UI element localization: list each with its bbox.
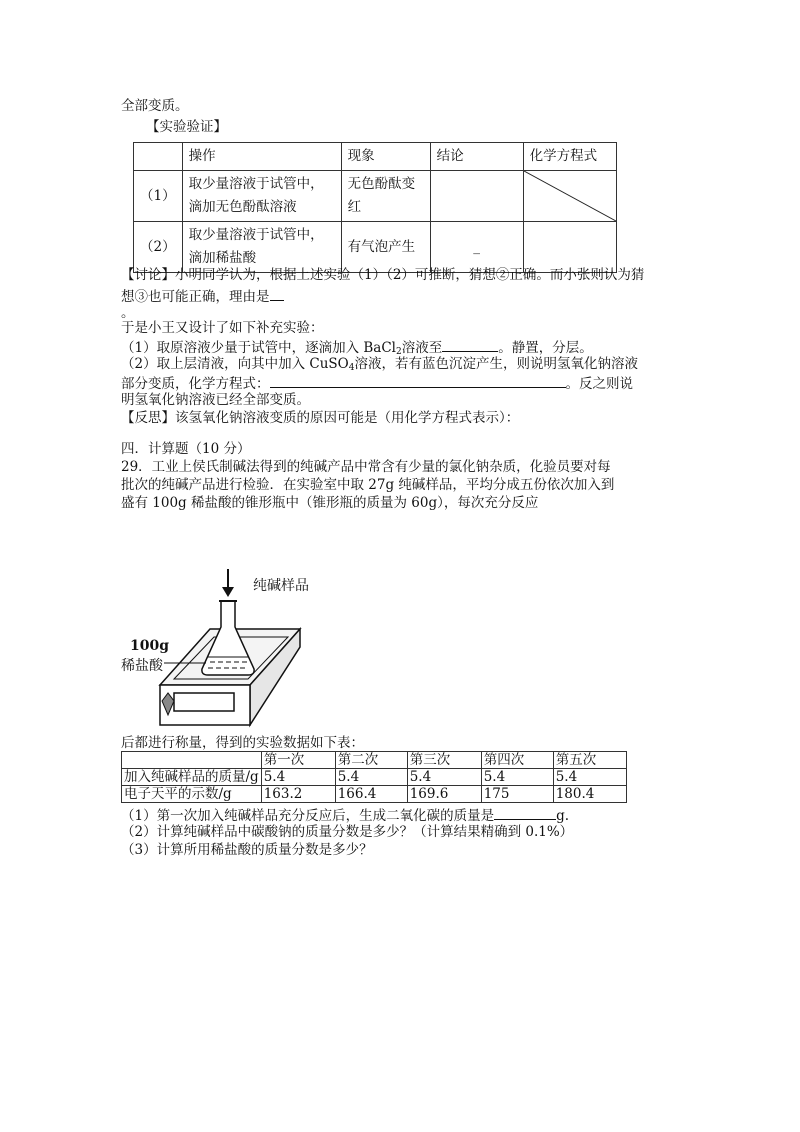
- row-id: （1）: [134, 171, 183, 222]
- data-table: [121, 751, 627, 803]
- discussion-text: 想③也可能正确，理由是: [121, 289, 270, 305]
- data-cell: 180.4: [553, 786, 626, 803]
- intro-line: 全部变质。: [121, 98, 189, 114]
- problem-29-line3: 盛有 100g 稀盐酸的锥形瓶中（锥形瓶的质量为 60g），每次充分反应: [121, 495, 539, 511]
- phenomenon-cell: 有气泡产生: [341, 222, 430, 273]
- question-text: （1）第一次加入纯碱样品充分反应后，生成二氧化碳的质量是: [121, 808, 495, 824]
- answer-blank[interactable]: [270, 287, 284, 301]
- supplement-step2-line3: 明氢氧化钠溶液已经全部变质。: [121, 392, 310, 408]
- data-cell: 5.4: [481, 769, 553, 786]
- question-1: [121, 806, 569, 824]
- operation-line: 取少量溶液于试管中，: [188, 176, 324, 192]
- question-3: （3）计算所用稀盐酸的质量分数是多少？: [121, 842, 373, 858]
- header-cell: 第二次: [335, 752, 407, 769]
- step-text: 溶液，若有蓝色沉淀产生，则说明氢氧化钠溶液: [354, 356, 638, 372]
- question-text: g.: [556, 808, 570, 824]
- header-cell: 第五次: [553, 752, 626, 769]
- header-cell: 结论: [430, 143, 523, 171]
- discussion-line-2: [121, 287, 284, 305]
- step-text: （2）取上层清液，向其中加入 CuSO: [121, 356, 349, 372]
- table-row: [122, 769, 627, 786]
- label-soda-sample: 纯碱样品: [253, 578, 309, 594]
- arrow-head-icon: [222, 587, 234, 597]
- equation-cell-crossed: [523, 171, 616, 222]
- step-text: 。静置，分层。: [498, 340, 593, 356]
- label-dilute-acid: 稀盐酸: [121, 658, 163, 674]
- header-cell: 操作: [182, 143, 341, 171]
- header-cell: [122, 752, 262, 769]
- table-row: [122, 786, 627, 803]
- supplement-intro: 于是小王又设计了如下补充实验：: [121, 320, 324, 336]
- operation-cell: [182, 171, 341, 222]
- reflection: 【反思】该氢氧化钠溶液变质的原因可能是（用化学方程式表示）：: [121, 410, 520, 426]
- table-row: [134, 171, 617, 222]
- row-label: 电子天平的示数/g: [122, 786, 262, 803]
- after-figure-text: 后都进行称量，得到的实验数据如下表：: [121, 735, 364, 751]
- data-cell: 5.4: [407, 769, 481, 786]
- label-100g: 100g: [130, 638, 170, 654]
- supplement-step2-line2: [121, 374, 633, 392]
- step-text: （1）取原溶液少量于试管中，逐滴加入 BaCl: [121, 340, 396, 356]
- header-cell: 第一次: [261, 752, 335, 769]
- subscript: 2: [396, 347, 402, 357]
- data-cell: 169.6: [407, 786, 481, 803]
- verify-table: [133, 142, 617, 273]
- data-cell: 175: [481, 786, 553, 803]
- step-text: 部分变质，化学方程式：: [121, 376, 270, 392]
- problem-29-line1: 29．工业上侯氏制碱法得到的纯碱产品中常含有少量的氯化钠杂质，化验员要对每: [121, 459, 611, 475]
- header-cell: 第三次: [407, 752, 481, 769]
- operation-line: 取少量溶液于试管中，: [188, 227, 324, 243]
- problem-29-line2: 批次的纯碱产品进行检验．在实验室中取 27g 纯碱样品，平均分成五份依次加入到: [121, 477, 615, 493]
- answer-blank[interactable]: [494, 806, 556, 820]
- subscript: 4: [348, 363, 355, 373]
- conclusion-cell: [430, 171, 523, 222]
- discussion-line-1: 【讨论】小明同学认为，根据上述实验（1）（2）可推断，猜想②正确。而小张则认为猜: [121, 267, 645, 283]
- phenomenon-cell: [341, 171, 430, 222]
- diagonal-strike: [524, 171, 616, 221]
- header-cell: 现象: [341, 143, 430, 171]
- balance-display: [174, 693, 234, 711]
- discussion-line-3: 。: [121, 305, 135, 321]
- data-cell: 163.2: [261, 786, 335, 803]
- step-text: 。反之则说: [565, 376, 633, 392]
- section-title: 四．计算题（10 分）: [121, 441, 251, 457]
- operation-cell: [182, 222, 341, 273]
- data-cell: 166.4: [335, 786, 407, 803]
- phenomenon-line: 无色酚酞变: [347, 176, 416, 192]
- answer-blank[interactable]: [442, 338, 498, 352]
- header-cell: 第四次: [481, 752, 553, 769]
- data-cell: 5.4: [553, 769, 626, 786]
- equation-cell: [523, 222, 616, 273]
- row-label: 加入纯碱样品的质量/g: [122, 769, 262, 786]
- verify-heading: 【实验验证】: [146, 119, 227, 135]
- data-header-row: [122, 752, 627, 769]
- supplement-step2: [121, 356, 638, 376]
- verify-header-row: [134, 143, 617, 171]
- answer-blank[interactable]: [270, 374, 566, 388]
- data-cell: 5.4: [335, 769, 407, 786]
- phenomenon-line: 红: [347, 199, 362, 215]
- conclusion-cell: _: [430, 222, 523, 273]
- table-row: [134, 222, 617, 273]
- operation-line: 滴加无色酚酞溶液: [188, 199, 297, 215]
- data-cell: 5.4: [261, 769, 335, 786]
- operation-line: 滴加稀盐酸: [188, 250, 257, 266]
- header-cell: 化学方程式: [523, 143, 616, 171]
- header-cell: [134, 143, 183, 171]
- question-2: （2）计算纯碱样品中碳酸钠的质量分数是多少？（计算结果精确到 0.1%）: [121, 824, 574, 840]
- row-id: （2）: [134, 222, 183, 273]
- step-text: 溶液至: [401, 340, 443, 356]
